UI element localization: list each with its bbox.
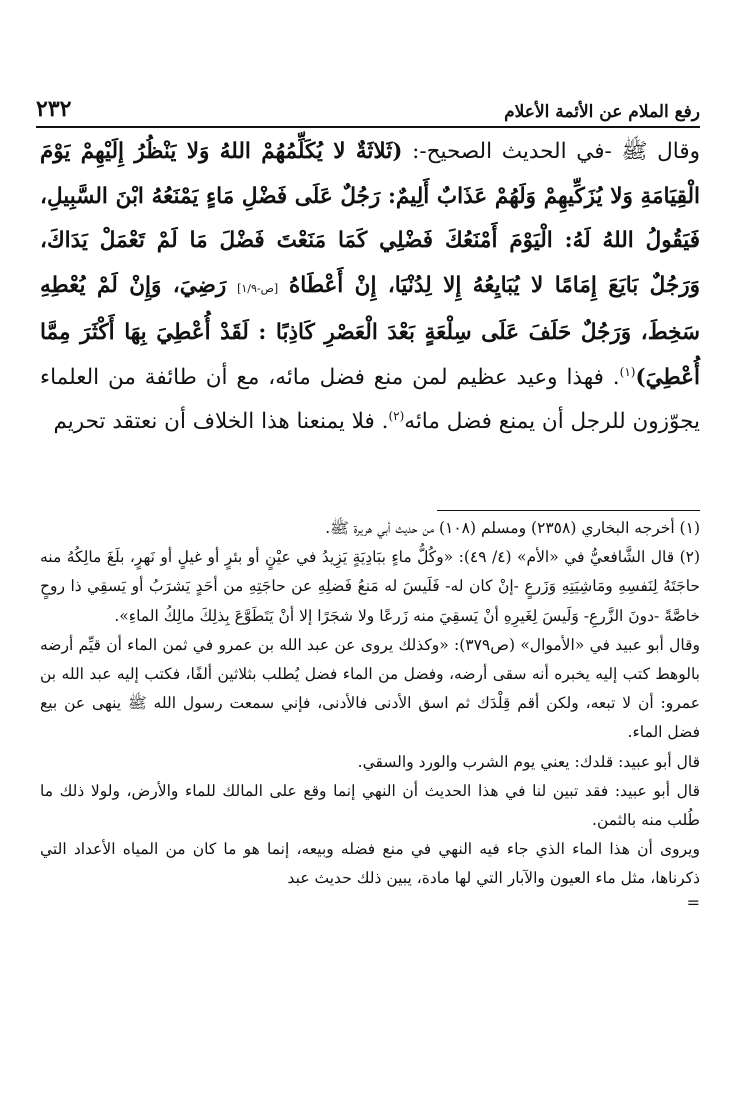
footnotes — [40, 514, 700, 912]
page-reference: [ص-١/٩] — [237, 281, 279, 295]
footnote-2-continued: قال أبو عبيد: فقد تبين لنا في هذا الحديث أن النهي إنما وقع على المالك للماء والأرض، ولولا ذلك ما طُلب منه بالثمن. — [40, 781, 700, 830]
page-number: ٢٣٢ — [36, 96, 72, 122]
footnote-divider — [437, 510, 700, 511]
hadith-quote-part2: رَضِيَ، وَإِنْ لَمْ يُعْطِهِ سَخِطَ، وَرَجُلٌ حَلَفَ عَلَى سِلْعَةٍ بَعْدَ الْعَصْرِ كَاذِبًا : لَقَدْ أُعْطِيَ بِهَا أَكْثَرَ مِمَّا أُعْطِيَ) — [40, 272, 700, 390]
footnote-marker-2: (٢) — [388, 408, 405, 423]
book-title: رفع الملام عن الأئمة الأعلام — [504, 102, 700, 122]
running-header — [36, 88, 700, 128]
footnote-2: (٢) قال الشَّافعيُّ في «الأم» (٤/ ٤٩): «وكُلُّ ماءٍ ببَادِيَةٍ يَزِيدُ في عيْنٍ أو بئرٍ أو غيلٍ أو نَهرٍ، بلَغَ مالِكُهُ منه حاجَتَهُ لِنَفسِهِ ومَاشِيَتِهِ وَزَرعٍ -إنْ كان له- فَلَيسَ له مَنعُ فَضلِهِ عن حاجَتِهِ من أحَدٍ يَشرَبُ أو يَسقِي ذا روحٍ خاصَّةً -دونَ الزَّرعِ- وَلَيسَ لِغَيرِهِ أنْ يَسقِيَ منه زَرعًا ولا شجَرًا إلا أنْ يَتَطَوَّعَ بِذلِكَ مالِكُ الماءِ». — [40, 548, 701, 625]
continuation-mark: = — [686, 892, 700, 912]
footnote-2-continued: وقال أبو عبيد في «الأموال» (ص٣٧٩): «وكذلك يروى عن عبد الله بن عمرو في ثمن الماء أن قيِّم أرضه بالوهط كتب إليه يخبره أنه سقى أرضه، وفضل من الماء فضل يُطلب بثلاثين ألفًا، فكتب إليه عبد الله بن عمرو: أن لا تبعه، ولكن أقم قِلْدَك ثم اسق الأدنى فالأدنى، فإني سمعت رسول الله ﷺ ينهى عن بيع فضل الماء. — [40, 635, 700, 742]
main-text — [40, 130, 700, 445]
closing-text: . فلا يمنعنا هذا الخلاف أن نعتقد تحريم — [53, 409, 389, 434]
main-paragraph — [40, 130, 700, 445]
hadith-intro: وقال ﷺ -في الحديث الصحيح-: — [412, 139, 700, 164]
footnote-1: (١) أخرجه البخاري (٢٣٥٨) ومسلم (١٠٨) من حديث أبي هريرة ﷺ. — [325, 519, 700, 537]
footnote-2-continued: ويروى أن هذا الماء الذي جاء فيه النهي في منع فضله وبيعه، إنما هو ما كان من المياه الأعداد التي ذكرناها، مثل ماء العيون والآبار التي لها مادة، يبين ذلك حديث عبد — [40, 840, 700, 888]
footnote-marker-1: (١) — [619, 364, 636, 379]
hadith-quote-part1: (ثَلاثَةٌ لا يُكَلِّمُهُمْ اللهُ وَلا يَنْظُرُ إِلَيْهِمْ يَوْمَ الْقِيَامَةِ وَلا يُزَكِّيهِمْ وَلَهُمْ عَذَابٌ أَلِيمٌ: رَجُلٌ عَلَى فَضْلِ مَاءٍ يَمْنَعُهُ ابْنَ السَّبِيلِ، فَيَقُولُ اللهُ لَهُ: الْيَوْمَ أَمْنَعُكَ فَضْلِي كَمَا مَنَعْتَ فَضْلَ مَا لَمْ تَعْمَلْ يَدَاكَ، وَرَجُلٌ بَايَعَ إِمَامًا لا يُبَايِعُهُ إِلا لِدُنْيَا، إِنْ أَعْطَاهُ — [40, 139, 700, 298]
commentary-text: . فهذا وعيد عظيم لمن منع فضل مائه، مع أن طائفة من العلماء يجوّزون للرجل أن يمنع فضل مائه — [40, 364, 700, 434]
footnote-2-continued: قال أبو عبيد: قلدك: يعني يوم الشرب والورد والسقي. — [357, 752, 700, 771]
